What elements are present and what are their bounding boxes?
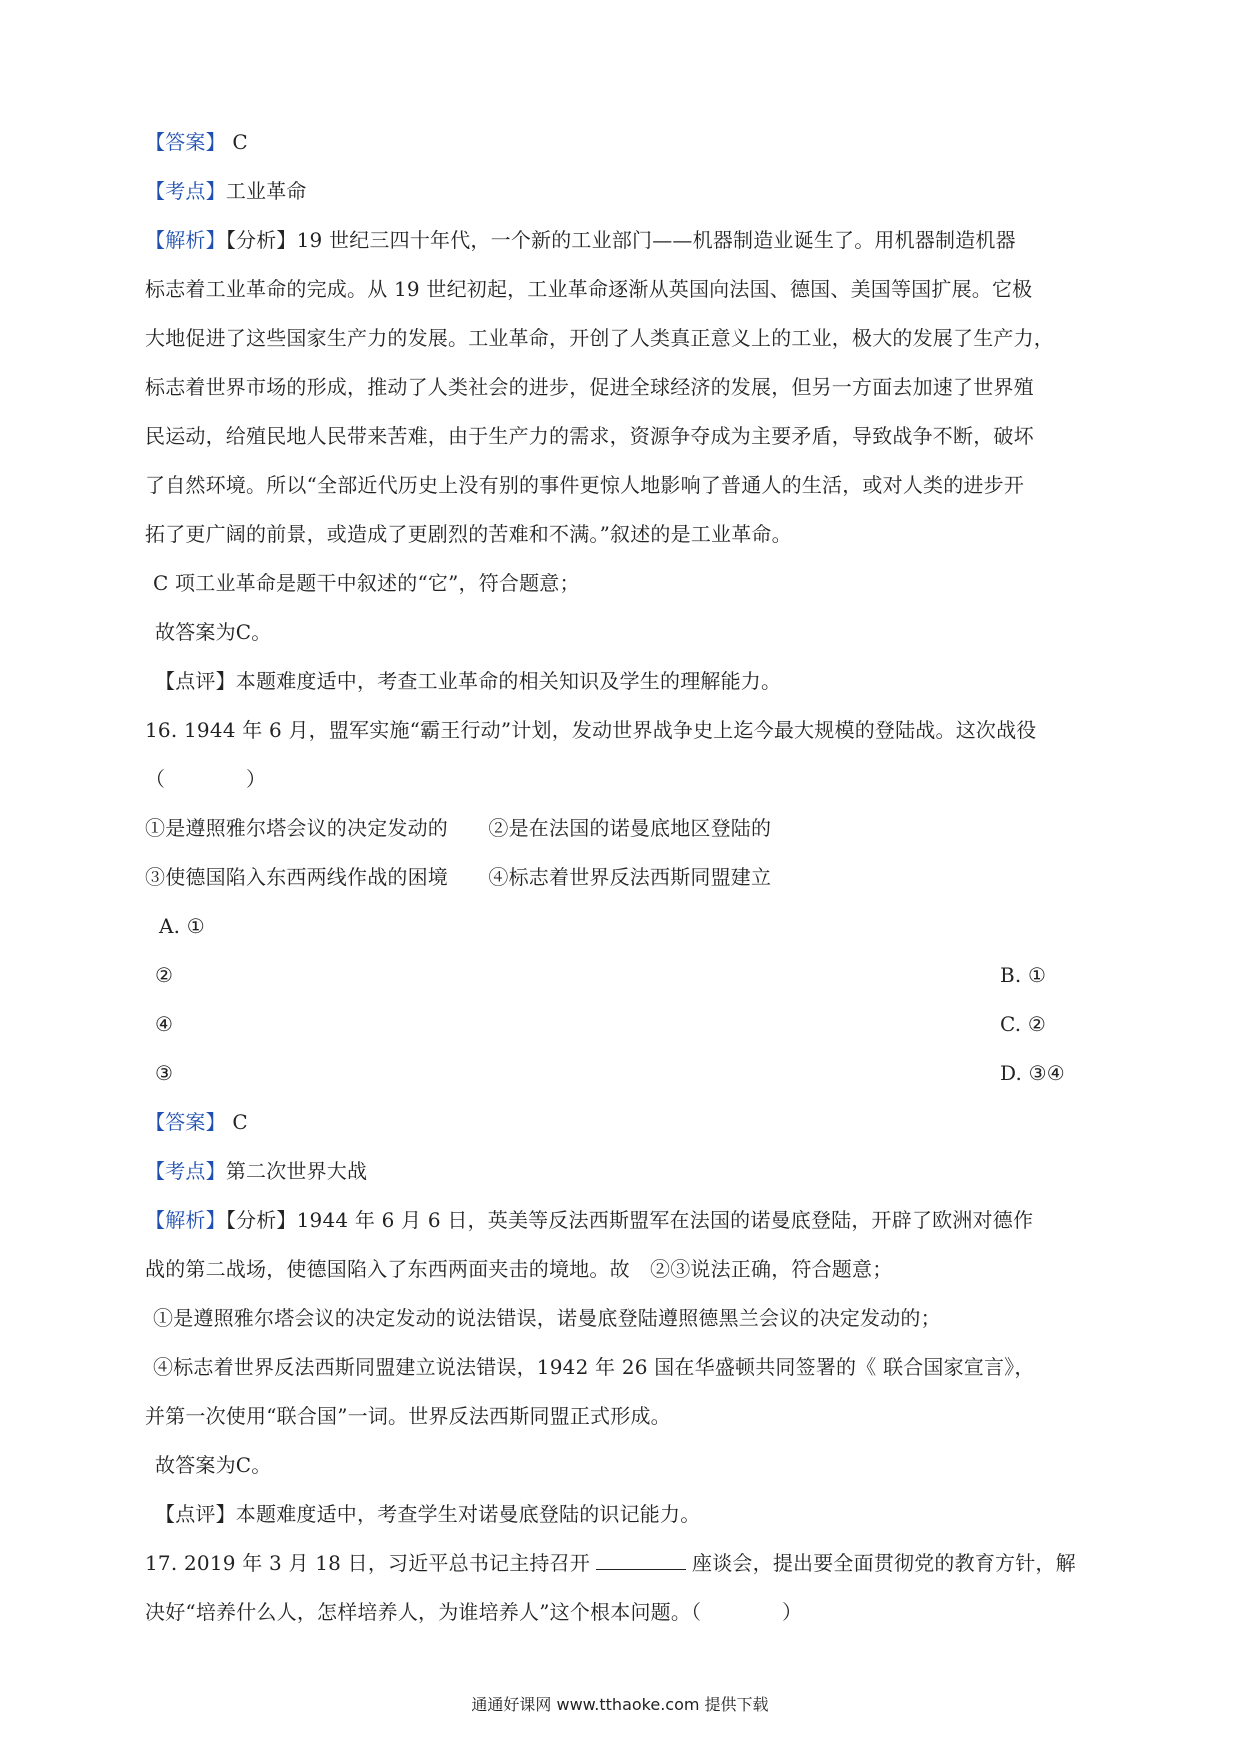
q15-item-c: C 项工业革命是题干中叙述的“它”，符合题意； xyxy=(153,571,580,595)
q16-option-row xyxy=(145,1049,1110,1098)
q16-option-left: ③ xyxy=(155,1061,174,1085)
q16-analysis-line: 【解析】【分析】1944 年 6 月 6 日，英美等反法西斯盟军在法国的诺曼底登陆，开辟了欧洲对德作 xyxy=(145,1208,1034,1232)
q15-analysis-line: 标志着世界市场的形成，推动了人类社会的进步，促进全球经济的发展，但另一方面去加速了世界殖 xyxy=(145,375,1034,399)
q15-analysis-line: 【解析】【分析】19 世纪三四十年代，一个新的工业部门——机器制造业诞生了。用机器制造机器 xyxy=(145,228,1016,252)
q15-point: 【考点】工业革命 xyxy=(145,179,307,203)
q15-analysis-line: 拓了更广阔的前景，或造成了更剧烈的苦难和不满。”叙述的是工业革命。 xyxy=(145,522,792,546)
q15-comment: 【点评】本题难度适中，考查工业革命的相关知识及学生的理解能力。 xyxy=(155,669,782,693)
q16-wrong-4: ④标志着世界反法西斯同盟建立说法错误，1942 年 26 国在华盛顿共同签署的《 联合国家宣言》， xyxy=(153,1355,1035,1379)
q16-stem: 16. 1944 年 6 月，盟军实施“霸王行动”计划，发动世界战争史上迄今最大规模的登陆战。这次战役 xyxy=(145,718,1037,742)
page-footer: 通通好课网 www.tthaoke.com 提供下载 xyxy=(471,1695,769,1714)
q16-conclusion: 故答案为C。 xyxy=(155,1453,272,1477)
q15-answer: 【答案】 C xyxy=(145,130,248,154)
q16-option-a: A. ① xyxy=(159,914,205,938)
q16-statement: ①是遵照雅尔塔会议的决定发动的 ②是在法国的诺曼底地区登陆的 xyxy=(145,816,772,840)
q16-answer: 【答案】 C xyxy=(145,1110,248,1134)
q15-conclusion: 故答案为C。 xyxy=(155,620,272,644)
q16-option-left: ④ xyxy=(155,1012,174,1036)
q16-option-left: ② xyxy=(155,963,174,987)
q16-comment: 【点评】本题难度适中，考查学生对诺曼底登陆的识记能力。 xyxy=(155,1502,701,1526)
q16-statement: ③使德国陷入东西两线作战的困境 ④标志着世界反法西斯同盟建立 xyxy=(145,865,772,889)
q16-option-d: D. ③④ xyxy=(1000,1061,1065,1085)
q15-analysis-line: 了自然环境。所以“全部近代历史上没有别的事件更惊人地影响了普通人的生活，或对人类的进步开 xyxy=(145,473,1025,497)
q16-option-b: B. ① xyxy=(1000,963,1047,987)
q17-stem: 17. 2019 年 3 月 18 日，习近平总书记主持召开 座谈会，提出要全面贯彻党的教育方针，解 xyxy=(145,1551,1076,1575)
q16-option-row xyxy=(145,1000,1110,1049)
q16-option-c: C. ② xyxy=(1000,1012,1047,1036)
q17-fill-blank xyxy=(596,1551,686,1570)
q16-stem-blank: （ ） xyxy=(145,767,267,791)
q15-analysis-line: 标志着工业革命的完成。从 19 世纪初起，工业革命逐渐从英国向法国、德国、美国等国扩展。它极 xyxy=(145,277,1033,301)
document-page xyxy=(145,118,1110,1637)
q15-analysis-line: 大地促进了这些国家生产力的发展。工业革命，开创了人类真正意义上的工业，极大的发展了生产力， xyxy=(145,326,1054,350)
q16-wrong-4-cont: 并第一次使用“联合国”一词。世界反法西斯同盟正式形成。 xyxy=(145,1404,671,1428)
q16-wrong-1: ①是遵照雅尔塔会议的决定发动的说法错误，诺曼底登陆遵照德黑兰会议的决定发动的； xyxy=(153,1306,941,1330)
q17-stem-cont: 决好“培养什么人，怎样培养人，为谁培养人”这个根本问题。（ ） xyxy=(145,1600,803,1624)
q16-option-row xyxy=(145,951,1110,1000)
q15-analysis-line: 民运动，给殖民地人民带来苦难，由于生产力的需求，资源争夺成为主要矛盾，导致战争不断，破坏 xyxy=(145,424,1034,448)
q16-point: 【考点】第二次世界大战 xyxy=(145,1159,368,1183)
q16-analysis-line: 战的第二战场，使德国陷入了东西两面夹击的境地。故 ②③说法正确，符合题意； xyxy=(145,1257,893,1281)
